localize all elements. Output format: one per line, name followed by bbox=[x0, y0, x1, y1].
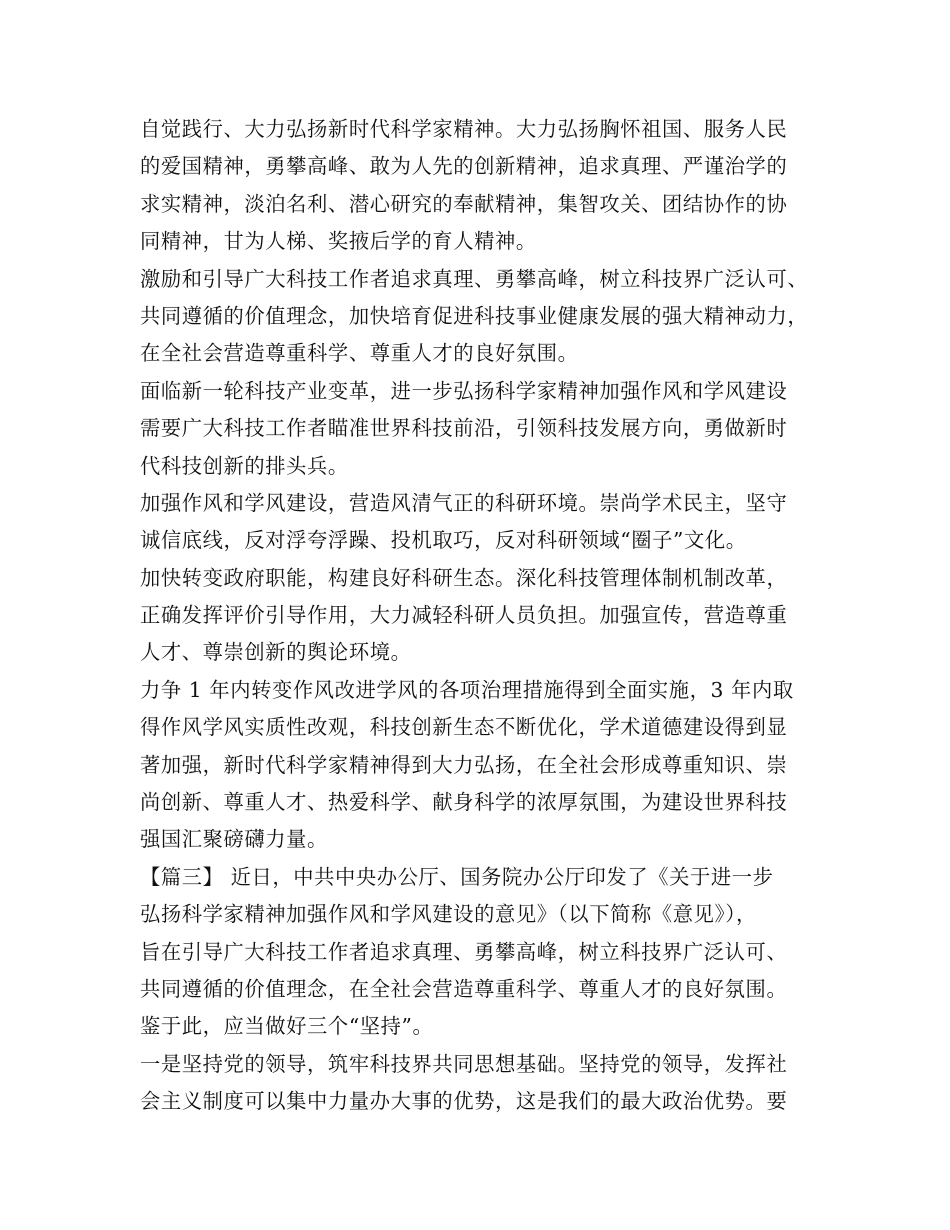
text-line: 得作风学风实质性改观，科技创新生态不断优化，学术道德建设得到显 bbox=[140, 715, 788, 740]
text-line: 著加强，新时代科学家精神得到大力弘扬，在全社会形成尊重知识、崇 bbox=[140, 752, 788, 777]
text-line: 会主义制度可以集中力量办大事的优势，这是我们的最大政治优势。要 bbox=[140, 1089, 788, 1114]
text-line: 同精神，甘为人梯、奖掖后学的育人精神。 bbox=[140, 229, 537, 254]
text-line: 激励和引导广大科技工作者追求真理、勇攀高峰，树立科技界广泛认可、 bbox=[140, 266, 809, 291]
text-line: 自觉践行、大力弘扬新时代科学家精神。大力弘扬胸怀祖国、服务人民 bbox=[140, 117, 788, 141]
document-body bbox=[140, 111, 830, 1121]
text-line: 尚创新、尊重人才、热爱科学、献身科学的浓厚氛围，为建设世界科技 bbox=[140, 790, 788, 815]
text-line: 求实精神，淡泊名利、潜心研究的奉献精神，集智攻关、团结协作的协 bbox=[140, 191, 788, 216]
text-line: 【篇三】 近日，中共中央办公厅、国务院办公厅印发了《关于进一步 bbox=[140, 864, 774, 889]
text-line: 加强作风和学风建设，营造风清气正的科研环境。崇尚学术民主，坚守 bbox=[140, 490, 788, 515]
text-line: 面临新一轮科技产业变革，进一步弘扬科学家精神加强作风和学风建设 bbox=[140, 378, 788, 403]
text-line: 需要广大科技工作者瞄准世界科技前沿，引领科技发展方向，勇做新时 bbox=[140, 416, 788, 441]
text-line: 共同遵循的价值理念，在全社会营造尊重科学、尊重人才的良好氛围。 bbox=[140, 976, 788, 1001]
text-line: 力争 1 年内转变作风改进学风的各项治理措施得到全面实施，3 年内取 bbox=[140, 677, 794, 702]
text-line: 鉴于此，应当做好三个“坚持”。 bbox=[140, 1014, 434, 1039]
text-line: 弘扬科学家精神加强作风和学风建设的意见》（以下简称《意见》）， bbox=[140, 902, 757, 927]
text-line: 代科技创新的排头兵。 bbox=[140, 453, 349, 478]
text-line: 正确发挥评价引导作用，大力减轻科研人员负担。加强宣传，营造尊重 bbox=[140, 603, 788, 628]
text-line: 在全社会营造尊重科学、尊重人才的良好氛围。 bbox=[140, 341, 579, 366]
text-line: 的爱国精神，勇攀高峰、敢为人先的创新精神，追求真理、严谨治学的 bbox=[140, 154, 788, 179]
text-line: 人才、尊崇创新的舆论环境。 bbox=[140, 640, 412, 665]
text-line: 一是坚持党的领导，筑牢科技界共同思想基础。坚持党的领导，发挥社 bbox=[140, 1051, 788, 1076]
text-line: 旨在引导广大科技工作者追求真理、勇攀高峰，树立科技界广泛认可、 bbox=[140, 939, 788, 964]
text-line: 共同遵循的价值理念，加快培育促进科技事业健康发展的强大精神动力， bbox=[140, 303, 809, 328]
text-line: 加快转变政府职能，构建良好科研生态。深化科技管理体制机制改革， bbox=[140, 565, 788, 590]
text-line: 诚信底线，反对浮夸浮躁、投机取巧，反对科研领域“圈子”文化。 bbox=[140, 528, 747, 553]
text-line: 强国汇聚磅礴力量。 bbox=[140, 827, 328, 852]
